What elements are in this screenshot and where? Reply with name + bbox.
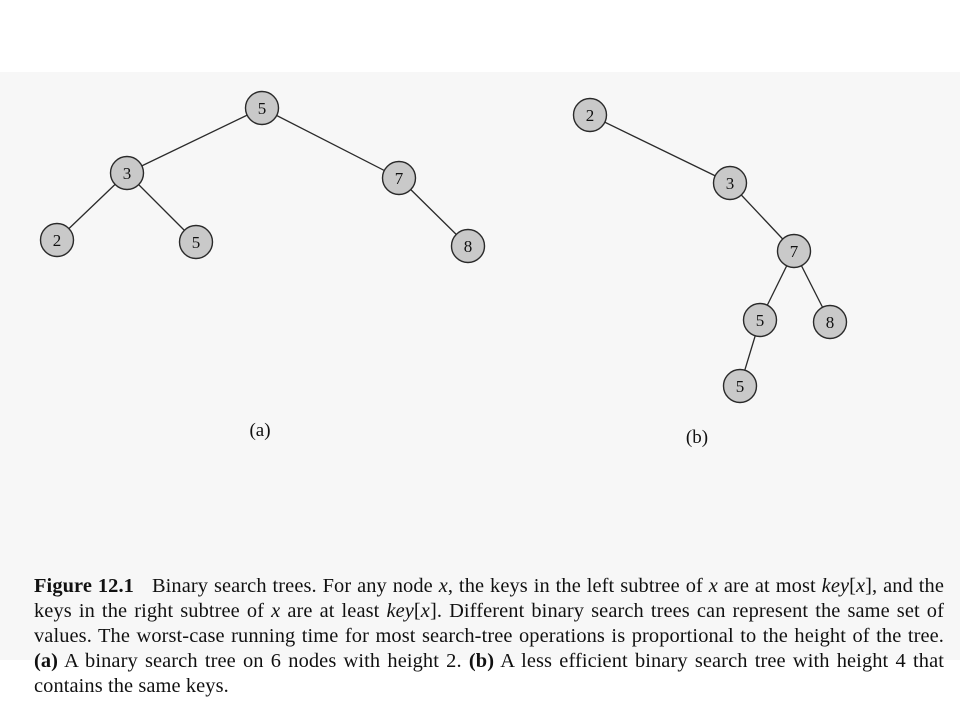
- caption-run: x: [271, 600, 281, 622]
- caption-run: A less efficient binary search tree with height 4 that contains the same keys.: [34, 650, 944, 697]
- tree-node: [814, 306, 847, 339]
- tree-a: [41, 92, 485, 263]
- figure-caption: [34, 574, 944, 699]
- node-key: 2: [52, 231, 62, 250]
- panel-label-b: (b): [685, 427, 709, 448]
- tree-figures: [0, 72, 960, 502]
- caption-run: (a): [34, 650, 59, 672]
- figure-scan: [0, 72, 960, 697]
- caption-run: are at least: [280, 600, 387, 622]
- caption-run: x: [420, 600, 430, 622]
- panel-label-a: (a): [249, 420, 271, 441]
- caption-run: ]. Different binary search trees can represent the same set of values. The worst-case running time for most search-tree operations is proportional to the height of the tree.: [34, 600, 944, 647]
- caption-run: key: [821, 575, 850, 597]
- tree-node: [714, 167, 747, 200]
- caption-run: x: [708, 575, 718, 597]
- node-key: 7: [789, 242, 799, 261]
- tree-edge: [127, 108, 262, 173]
- tree-node: [111, 157, 144, 190]
- node-key: 5: [191, 233, 201, 252]
- tree-edge: [262, 108, 399, 178]
- caption-run: ], and the keys in the right subtree of: [34, 575, 944, 622]
- node-key: 7: [394, 169, 404, 188]
- caption-run: (b): [468, 650, 495, 672]
- tree-node: [180, 226, 213, 259]
- caption-run: are at most: [717, 575, 822, 597]
- node-key: 8: [463, 237, 473, 256]
- node-key: 8: [825, 313, 835, 332]
- tree-node: [574, 99, 607, 132]
- tree-node: [724, 370, 757, 403]
- tree-node: [383, 162, 416, 195]
- caption-text: [34, 575, 944, 697]
- node-key: 5: [755, 311, 765, 330]
- caption-run: , the keys in the left subtree of: [447, 575, 709, 597]
- tree-node: [41, 224, 74, 257]
- caption-run: x: [856, 575, 866, 597]
- tree-node: [246, 92, 279, 125]
- caption-run: [: [849, 575, 857, 597]
- node-key: 3: [725, 174, 735, 193]
- node-key: 5: [735, 377, 745, 396]
- tree-b: [574, 99, 847, 403]
- tree-node: [778, 235, 811, 268]
- node-key: 2: [585, 106, 595, 125]
- figure-number: Figure 12.1: [34, 575, 134, 597]
- node-key: 3: [122, 164, 132, 183]
- node-key: 5: [257, 99, 267, 118]
- caption-run: A binary search tree on 6 nodes with height 2.: [58, 650, 469, 672]
- tree-edge: [590, 115, 730, 183]
- caption-run: [: [413, 600, 421, 622]
- tree-node: [452, 230, 485, 263]
- caption-run: x: [438, 575, 448, 597]
- tree-node: [744, 304, 777, 337]
- caption-run: key: [386, 600, 414, 622]
- caption-run: Binary search trees. For any node: [151, 575, 439, 597]
